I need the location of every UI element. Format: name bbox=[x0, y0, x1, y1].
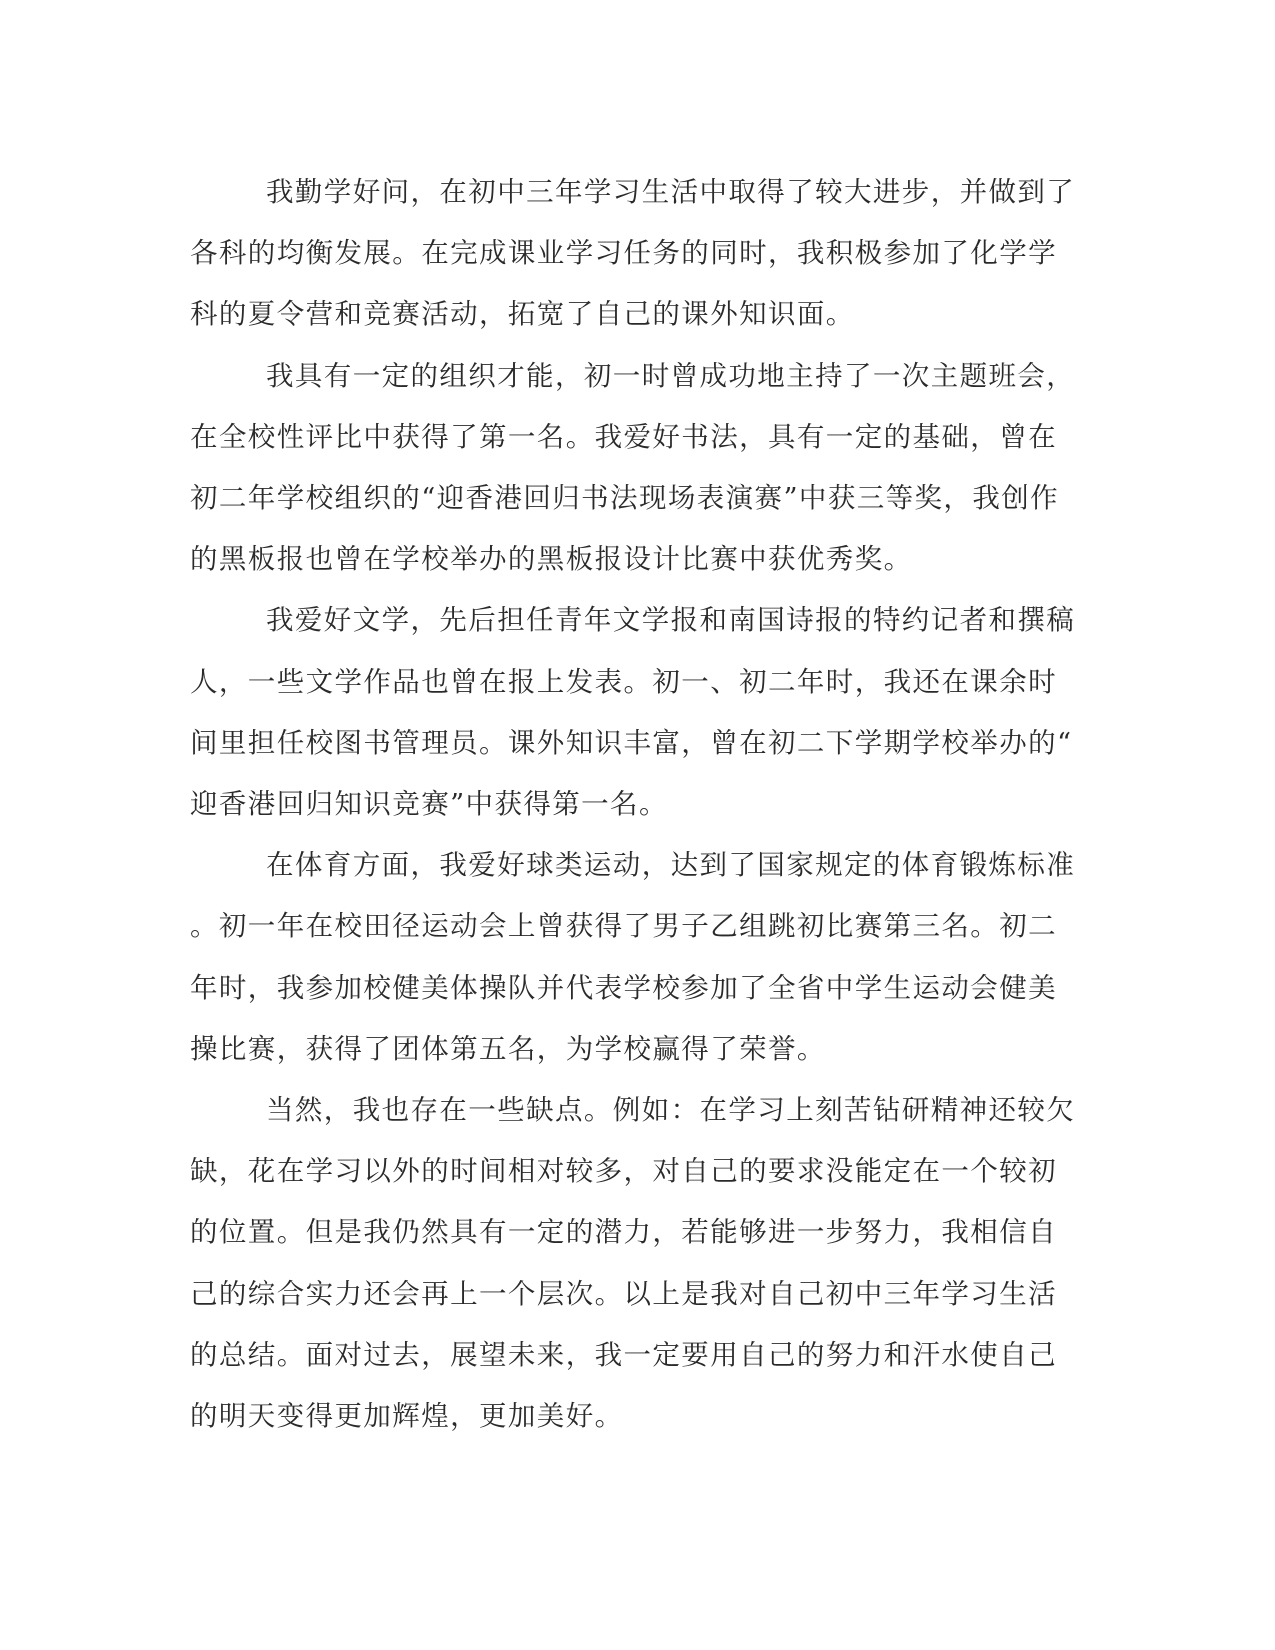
paragraph-line: 各科的均衡发展。在完成课业学习任务的同时，我积极参加了化学学 bbox=[190, 237, 1057, 270]
paragraph-line: 人，一些文学作品也曾在报上发表。初一、初二年时，我还在课余时 bbox=[190, 665, 1057, 698]
paragraph-line: 间里担任校图书管理员。课外知识丰富，曾在初二下学期学校举办的“ bbox=[190, 726, 1073, 759]
paragraph-line: 我勤学好问，在初中三年学习生活中取得了较大进步，并做到了 bbox=[266, 176, 1076, 208]
document-body bbox=[190, 162, 1080, 1447]
paragraph-line: 我爱好文学，先后担任青年文学报和南国诗报的特约记者和撰稿 bbox=[266, 604, 1076, 637]
paragraph-line: 在体育方面，我爱好球类运动，达到了国家规定的体育锻炼标准 bbox=[266, 849, 1076, 882]
paragraph-line: 科的夏令营和竞赛活动，拓宽了自己的课外知识面。 bbox=[190, 298, 855, 331]
paragraph-5 bbox=[190, 1080, 1080, 1447]
paragraph-4 bbox=[190, 835, 1080, 1080]
paragraph-1 bbox=[190, 162, 1080, 346]
paragraph-line: 我具有一定的组织才能，初一时曾成功地主持了一次主题班会， bbox=[266, 359, 1076, 392]
paragraph-line: 的明天变得更加辉煌，更加美好。 bbox=[190, 1400, 624, 1433]
paragraph-line: 的位置。但是我仍然具有一定的潜力，若能够进一步努力，我相信自 bbox=[190, 1216, 1057, 1249]
paragraph-line: 当然，我也存在一些缺点。例如：在学习上刻苦钻研精神还较欠 bbox=[266, 1094, 1076, 1127]
paragraph-line: 的黑板报也曾在学校举办的黑板报设计比赛中获优秀奖。 bbox=[190, 543, 913, 576]
paragraph-line: 迎香港回归知识竞赛”中获得第一名。 bbox=[190, 788, 668, 821]
paragraph-line: 的总结。面对过去，展望未来，我一定要用自己的努力和汗水使自己 bbox=[190, 1338, 1057, 1371]
paragraph-line: 缺，花在学习以外的时间相对较多，对自己的要求没能定在一个较初 bbox=[190, 1155, 1057, 1188]
paragraph-line: 在全校性评比中获得了第一名。我爱好书法，具有一定的基础，曾在 bbox=[190, 420, 1057, 453]
paragraph-line: 己的综合实力还会再上一个层次。以上是我对自己初中三年学习生活 bbox=[190, 1277, 1057, 1310]
paragraph-2 bbox=[190, 346, 1080, 591]
paragraph-3 bbox=[190, 590, 1080, 835]
paragraph-line: 。初一年在校田径运动会上曾获得了男子乙组跳初比赛第三名。初二 bbox=[190, 910, 1057, 943]
paragraph-line: 年时，我参加校健美体操队并代表学校参加了全省中学生运动会健美 bbox=[190, 971, 1057, 1004]
paragraph-line: 初二年学校组织的“迎香港回归书法现场表演赛”中获三等奖，我创作 bbox=[190, 482, 1060, 515]
paragraph-line: 操比赛，获得了团体第五名，为学校赢得了荣誉。 bbox=[190, 1032, 826, 1065]
